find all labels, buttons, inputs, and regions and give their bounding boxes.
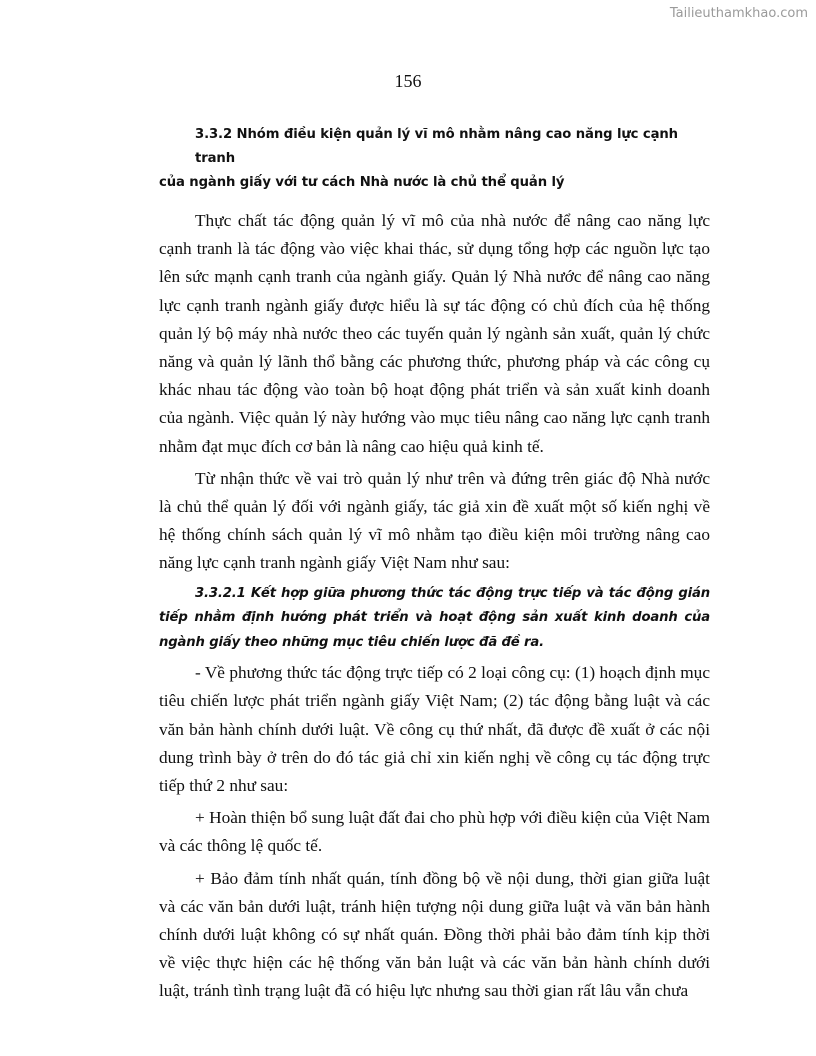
watermark: Tailieuthamkhao.com [669,6,808,21]
subsection-heading-rest: nhằm định hướng phát triển và hoạt động sản xuất kinh doanh của ngành giấy theo những mục tiêu chiến lược đã đề ra. [159,610,710,650]
body-paragraph: Từ nhận thức về vai trò quản lý như trên và đứng trên giác độ Nhà nước là chủ thể quản lý đối với ngành giấy, tác giả xin đề xuất một số kiến nghị về hệ thống chính sách quản lý vĩ mô nhằm tạo điều kiện môi trường nâng cao năng lực cạnh tranh ngành giấy Việt Nam như sau: [159,468,710,573]
body-paragraph: + Hoàn thiện bổ sung luật đất đai cho phù hợp với điều kiện của Việt Nam và các thông lệ quốc tế. [159,808,710,856]
page-number: 156 [394,71,422,91]
section-heading-line1: 3.3.2 Nhóm điều kiện quản lý vĩ mô nhằm nâng cao năng lực cạnh tranh [195,127,678,166]
page-content [159,123,710,1010]
subsection-heading-line1: 3.3.2.1 Kết hợp giữa phương thức tác động trực tiếp và tác động gián tiếp [159,585,710,626]
subsection-heading [159,582,710,656]
section-heading-line2: của ngành giấy với tư cách Nhà nước là chủ thể quản lý [159,175,565,190]
section-heading [159,123,710,195]
body-paragraph: - Về phương thức tác động trực tiếp có 2 loại công cụ: (1) hoạch định mục tiêu chiến lược phát triển ngành giấy Việt Nam; (2) tác động bằng luật và các văn bản hành chính dưới luật. Về công cụ thứ nhất, đã được đề xuất ở các nội dung trình bày ở trên do đó tác giả chỉ xin kiến nghị về công cụ tác động trực tiếp thứ 2 như sau: [159,663,710,795]
body-paragraph: Thực chất tác động quản lý vĩ mô của nhà nước để nâng cao năng lực cạnh tranh là tác động vào việc khai thác, sử dụng tổng hợp các nguồn lực tạo lên sức mạnh cạnh tranh của ngành giấy. Quản lý Nhà nước để nâng cao năng lực cạnh tranh ngành giấy được hiểu là sự tác động có chủ đích của hệ thống quản lý bộ máy nhà nước theo các tuyến quản lý ngành sản xuất, quản lý chức năng và quản lý lãnh thổ bằng các phương thức, phương pháp và các công cụ khác nhau tác động vào toàn bộ hoạt động phát triển và sản xuất kinh doanh của ngành. Việc quản lý này hướng vào mục tiêu nâng cao năng lực cạnh tranh nhằm đạt mục đích cơ bản là nâng cao hiệu quả kinh tế. [159,211,710,456]
body-paragraph: + Bảo đảm tính nhất quán, tính đồng bộ về nội dung, thời gian giữa luật và các văn bản dưới luật, tránh hiện tượng nội dung giữa luật và văn bản hành chính dưới luật không có sự nhất quán. Đồng thời phải bảo đảm tính kịp thời về việc thực hiện các hệ thống văn bản luật và các văn bản hành chính dưới luật, tránh tình trạng luật đã có hiệu lực nhưng sau thời gian rất lâu vẫn chưa [159,868,710,1001]
